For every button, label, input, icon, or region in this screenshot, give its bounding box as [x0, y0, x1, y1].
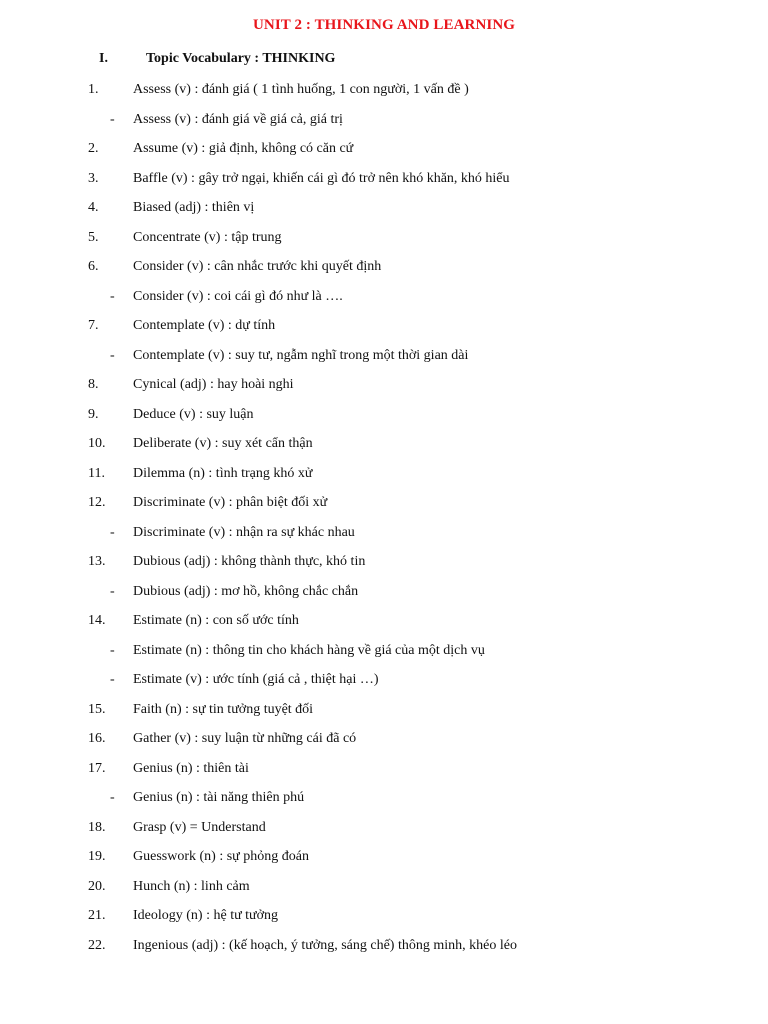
vocabulary-entry	[0, 464, 768, 494]
vocabulary-entry	[0, 906, 768, 936]
bullet-dash: -	[110, 347, 115, 363]
vocabulary-sub-entry	[0, 788, 768, 818]
entry-text: Dubious (adj) : không thành thực, khó tin	[133, 554, 366, 569]
entry-number: 9.	[88, 406, 99, 422]
entry-text: Assume (v) : giả định, không có căn cứ	[133, 141, 354, 156]
vocabulary-entry	[0, 139, 768, 169]
entry-text: Estimate (n) : thông tin cho khách hàng về giá của một dịch vụ	[133, 642, 485, 658]
vocabulary-entry	[0, 169, 768, 199]
entry-number: 22.	[88, 937, 106, 953]
entry-text: Faith (n) : sự tin tưởng tuyệt đối	[133, 701, 314, 717]
entry-text: Discriminate (v) : nhận ra sự khác nhau	[133, 524, 355, 540]
vocabulary-sub-entry	[0, 582, 768, 612]
vocabulary-entry	[0, 316, 768, 346]
section-title: Topic Vocabulary : THINKING	[146, 51, 336, 66]
entry-number: 12.	[88, 495, 106, 510]
entry-number: 19.	[88, 849, 106, 864]
entry-text: Gather (v) : suy luận từ những cái đã có	[133, 731, 357, 746]
vocabulary-sub-entry	[0, 670, 768, 700]
vocabulary-sub-entry	[0, 346, 768, 376]
entry-text: Dubious (adj) : mơ hồ, không chắc chắn	[133, 583, 359, 599]
vocabulary-entry	[0, 405, 768, 435]
vocabulary-sub-entry	[0, 641, 768, 671]
entry-text: Genius (n) : tài năng thiên phú	[133, 790, 305, 805]
entry-text: Contemplate (v) : suy tư, ngẫm nghĩ trong một thời gian dài	[133, 347, 469, 363]
vocabulary-sub-entry	[0, 523, 768, 553]
bullet-dash: -	[110, 790, 115, 805]
entry-text: Estimate (v) : ước tính (giá cả , thiệt hại …)	[133, 672, 379, 687]
entry-number: 4.	[88, 200, 99, 215]
entry-number: 21.	[88, 908, 106, 923]
bullet-dash: -	[110, 642, 115, 658]
entry-number: 14.	[88, 613, 106, 628]
bullet-dash: -	[110, 111, 115, 127]
entry-number: 3.	[88, 170, 99, 186]
vocabulary-entry	[0, 847, 768, 877]
section-numeral: I.	[99, 51, 108, 66]
entry-text: Assess (v) : đánh giá ( 1 tình huống, 1 con người, 1 vấn đề )	[133, 82, 469, 97]
entry-text: Biased (adj) : thiên vị	[133, 200, 255, 215]
vocabulary-entry	[0, 375, 768, 405]
entry-number: 8.	[88, 377, 99, 392]
entry-number: 17.	[88, 760, 106, 776]
vocabulary-entry	[0, 936, 768, 966]
entry-number: 6.	[88, 259, 99, 274]
entry-number: 1.	[88, 82, 99, 97]
entry-text: Ideology (n) : hệ tư tưởng	[133, 908, 279, 923]
bullet-dash: -	[110, 583, 115, 599]
entry-text: Discriminate (v) : phân biệt đối xử	[133, 495, 328, 510]
vocabulary-sub-entry	[0, 287, 768, 317]
vocabulary-entry	[0, 493, 768, 523]
vocabulary-entry	[0, 198, 768, 228]
entry-text: Hunch (n) : linh cảm	[133, 878, 250, 894]
entry-number: 10.	[88, 436, 106, 451]
entry-text: Deduce (v) : suy luận	[133, 406, 254, 422]
entry-number: 13.	[88, 554, 106, 569]
entry-number: 7.	[88, 318, 99, 333]
entry-text: Concentrate (v) : tập trung	[133, 229, 282, 245]
vocabulary-entry	[0, 877, 768, 907]
entry-text: Consider (v) : cân nhắc trước khi quyết định	[133, 259, 382, 274]
entry-text: Guesswork (n) : sự phỏng đoán	[133, 849, 309, 864]
vocabulary-entry	[0, 729, 768, 759]
entry-text: Cynical (adj) : hay hoài nghi	[133, 377, 294, 392]
bullet-dash: -	[110, 524, 115, 540]
entry-text: Baffle (v) : gây trở ngại, khiến cái gì đó trở nên khó khăn, khó hiểu	[133, 170, 510, 186]
entry-text: Estimate (n) : con số ước tính	[133, 613, 299, 628]
vocabulary-sub-entry	[0, 110, 768, 140]
entry-text: Ingenious (adj) : (kế hoạch, ý tưởng, sáng chế) thông minh, khéo léo	[133, 937, 517, 953]
entry-text: Contemplate (v) : dự tính	[133, 318, 276, 333]
entry-text: Deliberate (v) : suy xét cẩn thận	[133, 436, 313, 451]
vocabulary-entry	[0, 759, 768, 789]
vocabulary-list	[0, 80, 768, 965]
unit-title: UNIT 2 : THINKING AND LEARNING	[252, 17, 516, 33]
vocabulary-entry	[0, 228, 768, 258]
entry-text: Consider (v) : coi cái gì đó như là ….	[133, 288, 343, 304]
entry-number: 15.	[88, 701, 106, 717]
section-heading	[0, 51, 768, 71]
entry-text: Assess (v) : đánh giá về giá cả, giá trị	[133, 111, 343, 127]
entry-number: 2.	[88, 141, 99, 156]
vocabulary-entry	[0, 434, 768, 464]
vocabulary-entry	[0, 552, 768, 582]
entry-number: 20.	[88, 878, 106, 894]
entry-text: Genius (n) : thiên tài	[133, 760, 249, 776]
entry-number: 18.	[88, 819, 106, 835]
vocabulary-entry	[0, 611, 768, 641]
entry-number: 16.	[88, 731, 106, 746]
entry-number: 5.	[88, 229, 99, 245]
vocabulary-entry	[0, 818, 768, 848]
bullet-dash: -	[110, 288, 115, 304]
entry-text: Dilemma (n) : tình trạng khó xử	[133, 465, 313, 481]
entry-number: 11.	[88, 465, 105, 481]
entry-text: Grasp (v) = Understand	[133, 819, 266, 835]
vocabulary-entry	[0, 80, 768, 110]
vocabulary-entry	[0, 700, 768, 730]
bullet-dash: -	[110, 672, 115, 687]
vocabulary-entry	[0, 257, 768, 287]
